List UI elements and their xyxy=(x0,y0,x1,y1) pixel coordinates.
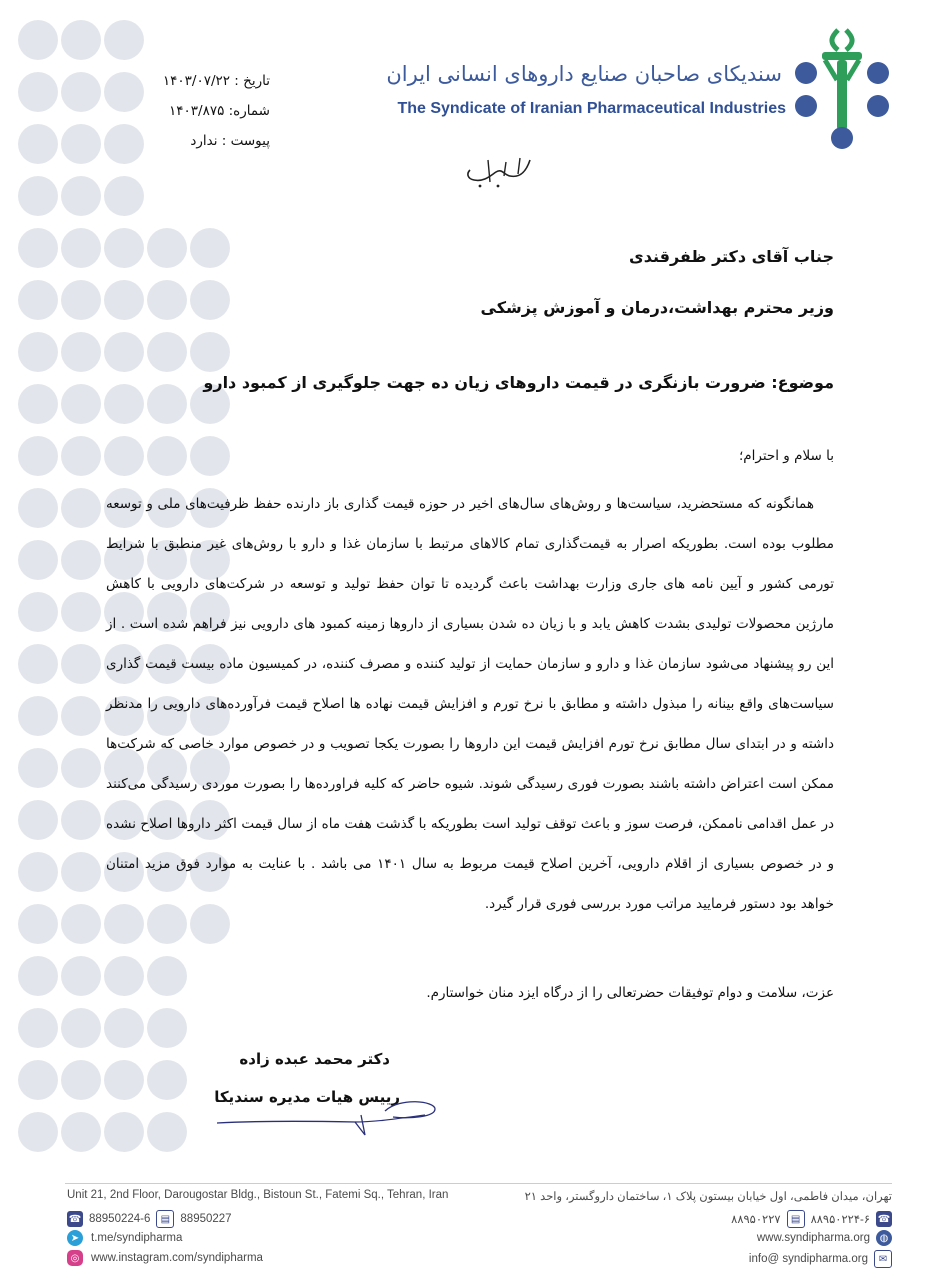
footer-phone-fa: ۸۸۹۵۰۲۲۴-۶ xyxy=(810,1214,870,1226)
pharma-syndicate-logo xyxy=(792,28,892,153)
phone-icon: ☎ xyxy=(67,1211,83,1227)
decorative-dot xyxy=(18,852,58,892)
decorative-dot xyxy=(147,1008,187,1048)
footer-divider xyxy=(65,1183,892,1184)
recipient-name: جناب آقای دکتر ظفرقندی xyxy=(629,247,834,266)
decorative-dot xyxy=(61,696,101,736)
decorative-dot xyxy=(18,280,58,320)
decorative-dot xyxy=(18,20,58,60)
decorative-dot xyxy=(190,280,230,320)
decorative-dot xyxy=(104,176,144,216)
decorative-dot xyxy=(18,696,58,736)
decorative-dot xyxy=(190,228,230,268)
handwritten-signature xyxy=(215,1095,440,1140)
decorative-dot xyxy=(18,1112,58,1152)
decorative-dot xyxy=(18,644,58,684)
phone-icon: ☎ xyxy=(876,1211,892,1227)
decorative-dot xyxy=(61,176,101,216)
fax-icon: ▤ xyxy=(787,1210,805,1228)
decorative-dot xyxy=(104,1008,144,1048)
decorative-dot xyxy=(147,436,187,476)
decorative-dot xyxy=(61,332,101,372)
decorative-dot xyxy=(61,592,101,632)
decorative-dot xyxy=(61,488,101,528)
decorative-dot xyxy=(18,904,58,944)
footer-fax-fa: ۸۸۹۵۰۲۲۷ xyxy=(731,1214,781,1226)
globe-icon: ◍ xyxy=(876,1230,892,1246)
decorative-dot xyxy=(18,748,58,788)
decorative-dot xyxy=(61,540,101,580)
decorative-dot xyxy=(61,904,101,944)
decorative-dot xyxy=(18,592,58,632)
fax-icon: ▤ xyxy=(156,1210,174,1228)
decorative-dot xyxy=(104,436,144,476)
instagram-link[interactable]: www.instagram.com/syndipharma xyxy=(91,1252,263,1264)
decorative-dot xyxy=(190,332,230,372)
footer-website xyxy=(757,1230,892,1246)
decorative-dot xyxy=(18,332,58,372)
decorative-dot xyxy=(61,1060,101,1100)
organization-name-english: The Syndicate of Iranian Pharmaceutical Industries xyxy=(397,100,786,117)
letter-subject: موضوع: ضرورت بازنگری در قیمت داروهای زیان ده جهت جلوگیری از کمبود دارو xyxy=(203,373,834,392)
decorative-dot xyxy=(61,956,101,996)
decorative-dot xyxy=(61,1112,101,1152)
decorative-dot xyxy=(61,1008,101,1048)
footer-phone-fax-persian xyxy=(731,1210,892,1228)
decorative-dot xyxy=(61,852,101,892)
decorative-dot xyxy=(104,332,144,372)
footer-instagram xyxy=(67,1250,263,1266)
signer-name: دکتر محمد عبده زاده xyxy=(239,1050,390,1068)
footer-phone-fax-english xyxy=(67,1210,232,1228)
instagram-icon: ◎ xyxy=(67,1250,83,1266)
footer-telegram xyxy=(67,1230,182,1246)
footer-fax-en: 88950227 xyxy=(180,1213,232,1225)
mail-icon: ✉ xyxy=(874,1250,892,1268)
letter-meta xyxy=(60,66,270,156)
decorative-dot xyxy=(147,228,187,268)
footer-email xyxy=(749,1250,892,1268)
organization-name-persian: سندیکای صاحبان صنایع داروهای انسانی ایران xyxy=(386,62,782,86)
telegram-link[interactable]: t.me/syndipharma xyxy=(91,1232,183,1244)
email-link[interactable]: info@ syndipharma.org xyxy=(748,1253,868,1265)
decorative-dot xyxy=(61,436,101,476)
decorative-dot xyxy=(104,20,144,60)
decorative-dot xyxy=(18,384,58,424)
decorative-dot xyxy=(147,280,187,320)
letter-attachment: پیوست : ندارد xyxy=(190,133,270,149)
decorative-dot xyxy=(61,20,101,60)
decorative-dot xyxy=(61,800,101,840)
decorative-dot xyxy=(104,1112,144,1152)
decorative-dot xyxy=(18,1008,58,1048)
recipient-title: وزیر محترم بهداشت،درمان و آموزش پزشکی xyxy=(480,298,834,317)
decorative-dot xyxy=(190,436,230,476)
decorative-dot xyxy=(147,332,187,372)
decorative-dot xyxy=(18,1060,58,1100)
decorative-dot xyxy=(104,280,144,320)
decorative-dot xyxy=(18,72,58,112)
decorative-dot xyxy=(61,384,101,424)
letter-number: شماره: ۱۴۰۳/۸۷۵ xyxy=(169,103,270,119)
decorative-dot xyxy=(18,228,58,268)
decorative-dot xyxy=(104,956,144,996)
closing-line: عزت، سلامت و دوام توفیقات حضرتعالی را از درگاه ایزد منان خواستارم. xyxy=(426,985,834,1001)
footer-address-english: Unit 21, 2nd Floor, Darougostar Bldg., Bistoun St., Fatemi Sq., Tehran, Iran xyxy=(67,1189,449,1201)
website-link[interactable]: www.syndipharma.org xyxy=(756,1232,870,1244)
footer-phone-en: 88950224-6 xyxy=(89,1213,151,1225)
decorative-dot xyxy=(18,176,58,216)
decorative-dot xyxy=(18,436,58,476)
decorative-dot xyxy=(104,228,144,268)
decorative-dot xyxy=(18,800,58,840)
letter-body: همانگونه که مستحضرید، سیاست‌ها و روش‌های سال‌های اخیر در حوزه قیمت گذاری باز دارنده حفظ ظرفیت‌های ملی و توسعه مطلوب بوده است. بطوریکه اصرار به قیمت‌گذاری تمام کالاهای مرتبط با سازمان غذا و دارو با روش‌های غیر منطبق با شرایط تورمی کشور و آیین نامه های جاری وزارت بهداشت باعث گردیده تا توان حفظ تولید و توسعه در شرکت‌های دارویی با کاهش مارژین محصولات تولیدی بشدت کاهش یابد و با زیان ده شدن بسیاری از داروها زمینه کمبود های دارویی نیز فراهم شده است . از این رو پیشنهاد می‌شود سازمان غذا و دارو و سازمان حمایت از تولید کننده و مصرف کننده، در کمیسیون ماده بیست قیمت گذاری سیاست‌های واقع بینانه را مبذول داشته و مطابق با نرخ تورم و افزایش قیمت نهاده ها اصلاح قیمت فرآورده‌های دارویی را مدنظر داشته و در ابتدای سال مطابق نرخ تورم افزایش قیمت این داروها را بصورت یکجا تصویب و در خصوص موارد خاصی که شرکت‌ها ممکن است اعتراض داشته باشند بصورت فوری رسیدگی شوند. شیوه حاضر که کلیه فراورده‌ها را بصورت موردی رسیدگی می‌کنند در عمل اقدامی ناممکن، فرصت سوز و باعث توقف تولید است بطوریکه با گذشت هفت ماه از سال قیمت اکثر داروها اصلاح نشده و در خصوص بسیاری از اقلام دارویی، آخرین اصلاح قیمت مربوط به سال ۱۴۰۱ می باشد . با عنایت به موارد فوق مزید امتنان خواهد بود دستور فرمایید مراتب مورد بررسی فوری قرار گیرد. xyxy=(106,496,834,912)
letter-date: تاریخ : ۱۴۰۳/۰۷/۲۲ xyxy=(162,73,270,89)
decorative-dot xyxy=(18,124,58,164)
decorative-dot xyxy=(147,1060,187,1100)
decorative-dot xyxy=(61,280,101,320)
decorative-dot xyxy=(18,540,58,580)
decorative-dot xyxy=(61,748,101,788)
telegram-icon: ➤ xyxy=(67,1230,83,1246)
decorative-dot xyxy=(61,228,101,268)
footer-address-persian: تهران، میدان فاطمی، اول خیابان بیستون پلاک ۱، ساختمان داروگستر، واحد ۲۱ xyxy=(524,1191,892,1203)
decorative-dot xyxy=(104,1060,144,1100)
signer-title: رییس هیات مدیره سندیکا xyxy=(214,1088,400,1106)
greeting: با سلام و احترام؛ xyxy=(738,448,834,464)
decorative-dot xyxy=(61,644,101,684)
decorative-dot xyxy=(147,956,187,996)
decorative-dot xyxy=(18,488,58,528)
decorative-dot xyxy=(147,1112,187,1152)
basmala-calligraphy xyxy=(460,152,540,192)
decorative-dot xyxy=(18,956,58,996)
